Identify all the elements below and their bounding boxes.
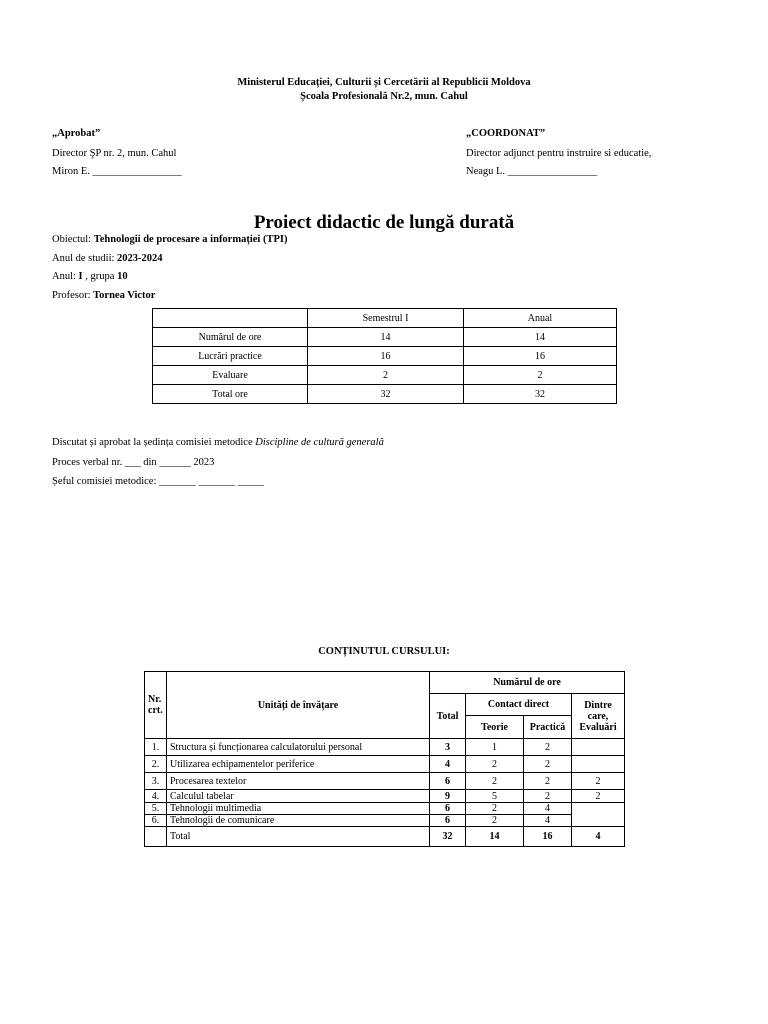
commission-discussed xyxy=(52,437,384,448)
table-row xyxy=(145,815,625,827)
row-practica: 2 xyxy=(524,790,572,803)
discussed-italic: Discipline de cultură generală xyxy=(255,437,384,448)
row-total: 4 xyxy=(430,756,466,773)
hours-cell: Lucrări practice xyxy=(153,347,308,366)
hours-row xyxy=(153,328,617,347)
approved-name: Miron E. xyxy=(52,166,90,177)
group-value: 10 xyxy=(117,271,128,282)
row-total: 6 xyxy=(430,773,466,790)
subject-label: Obiectul: xyxy=(52,234,92,245)
col-teorie-header: Teorie xyxy=(466,716,524,739)
row-nr: 3. xyxy=(145,773,167,790)
row-practica: 4 xyxy=(524,803,572,815)
document-title: Proiect didactic de lungă durată xyxy=(253,212,515,233)
table-row xyxy=(145,739,625,756)
total-total: 32 xyxy=(430,827,466,847)
row-unit: Utilizarea echipamentelor periferice xyxy=(167,756,430,773)
prof-label: Profesor: xyxy=(52,290,91,301)
col-contact-header: Contact direct xyxy=(466,694,572,716)
row-practica: 2 xyxy=(524,756,572,773)
approved-signature xyxy=(52,166,182,177)
col-eval-header: Dintre care, Evaluări xyxy=(572,694,625,739)
year-label: Anul de studii: xyxy=(52,253,115,264)
total-nr xyxy=(145,827,167,847)
row-total: 3 xyxy=(430,739,466,756)
hours-cell: 32 xyxy=(308,385,464,404)
row-unit: Structura și funcționarea calculatorului personal xyxy=(167,739,430,756)
col-nr-header: Nr. crt. xyxy=(145,672,167,739)
hours-header-cell xyxy=(153,309,308,328)
row-practica: 4 xyxy=(524,815,572,827)
course-heading: CONȚINUTUL CURSULUI: xyxy=(318,646,450,657)
professor-line xyxy=(52,290,155,301)
table-row xyxy=(145,803,625,815)
hours-row xyxy=(153,366,617,385)
anul-label: Anul: xyxy=(52,271,76,282)
total-label: Total xyxy=(167,827,430,847)
subject-line xyxy=(52,234,287,245)
hours-cell: 2 xyxy=(464,366,617,385)
row-nr: 6. xyxy=(145,815,167,827)
group-label: , grupa xyxy=(85,271,115,282)
hours-cell: Total ore xyxy=(153,385,308,404)
total-practica: 16 xyxy=(524,827,572,847)
discussed-text: Discutat și aprobat la ședința comisiei metodice xyxy=(52,437,253,448)
row-unit: Calculul tabelar xyxy=(167,790,430,803)
col-total-header: Total xyxy=(430,694,466,739)
col-unit-header: Unități de învățare xyxy=(167,672,430,739)
coordinated-signature xyxy=(466,166,597,177)
row-eval xyxy=(572,803,625,827)
row-teorie: 2 xyxy=(466,803,524,815)
hours-cell: 14 xyxy=(308,328,464,347)
grade-line xyxy=(52,271,128,282)
school-header: Școala Profesională Nr.2, mun. Cahul xyxy=(300,91,468,102)
hours-header-cell: Anual xyxy=(464,309,617,328)
total-teorie: 14 xyxy=(466,827,524,847)
course-table xyxy=(144,671,625,847)
hours-row xyxy=(153,347,617,366)
row-teorie: 2 xyxy=(466,773,524,790)
row-practica: 2 xyxy=(524,773,572,790)
table-row xyxy=(145,790,625,803)
approved-line: _________________ xyxy=(92,166,182,177)
hours-header-row xyxy=(153,309,617,328)
row-nr: 5. xyxy=(145,803,167,815)
row-total: 9 xyxy=(430,790,466,803)
year-line xyxy=(52,253,163,264)
ministry-header: Ministerul Educației, Culturii și Cercetării al Republicii Moldova xyxy=(237,77,531,88)
col-hours-header: Numărul de ore xyxy=(430,672,625,694)
coordinated-role: Director adjunct pentru instruire si educatie, xyxy=(466,148,652,159)
row-teorie: 1 xyxy=(466,739,524,756)
proces-verbal: Proces verbal nr. ___ din ______ 2023 xyxy=(52,457,215,468)
row-unit: Tehnologii multimedia xyxy=(167,803,430,815)
coordinated-line: _________________ xyxy=(507,166,597,177)
total-row xyxy=(145,827,625,847)
coordinated-title: „COORDONAT” xyxy=(466,128,546,139)
total-eval: 4 xyxy=(572,827,625,847)
row-total: 6 xyxy=(430,815,466,827)
hours-cell: 16 xyxy=(308,347,464,366)
year-value: 2023-2024 xyxy=(117,253,163,264)
row-nr: 4. xyxy=(145,790,167,803)
row-eval xyxy=(572,756,625,773)
row-nr: 1. xyxy=(145,739,167,756)
table-row xyxy=(145,756,625,773)
row-total: 6 xyxy=(430,803,466,815)
col-practica-header: Practică xyxy=(524,716,572,739)
anul-value: I xyxy=(78,271,83,282)
hours-row xyxy=(153,385,617,404)
subject-value: Tehnologii de procesare a informației (TPI) xyxy=(93,234,288,245)
coordinated-name: Neagu L. xyxy=(466,166,506,177)
row-eval: 2 xyxy=(572,773,625,790)
approved-role: Director ŞP nr. 2, mun. Cahul xyxy=(52,148,177,159)
hours-cell: 2 xyxy=(308,366,464,385)
row-eval: 2 xyxy=(572,790,625,803)
hours-cell: 32 xyxy=(464,385,617,404)
hours-table xyxy=(152,308,617,404)
hours-cell: Evaluare xyxy=(153,366,308,385)
row-eval xyxy=(572,739,625,756)
hours-cell: 14 xyxy=(464,328,617,347)
prof-value: Tornea Victor xyxy=(93,290,156,301)
row-teorie: 5 xyxy=(466,790,524,803)
row-teorie: 2 xyxy=(466,815,524,827)
row-unit: Procesarea textelor xyxy=(167,773,430,790)
row-unit: Tehnologii de comunicare xyxy=(167,815,430,827)
table-row xyxy=(145,773,625,790)
hours-cell: Numărul de ore xyxy=(153,328,308,347)
row-practica: 2 xyxy=(524,739,572,756)
commission-chief: Șeful comisiei metodice: _______ _______ _____ xyxy=(52,476,265,487)
hours-cell: 16 xyxy=(464,347,617,366)
row-nr: 2. xyxy=(145,756,167,773)
hours-header-cell: Semestrul I xyxy=(308,309,464,328)
course-header-row xyxy=(145,672,625,694)
approved-title: „Aprobat” xyxy=(52,128,101,139)
row-teorie: 2 xyxy=(466,756,524,773)
